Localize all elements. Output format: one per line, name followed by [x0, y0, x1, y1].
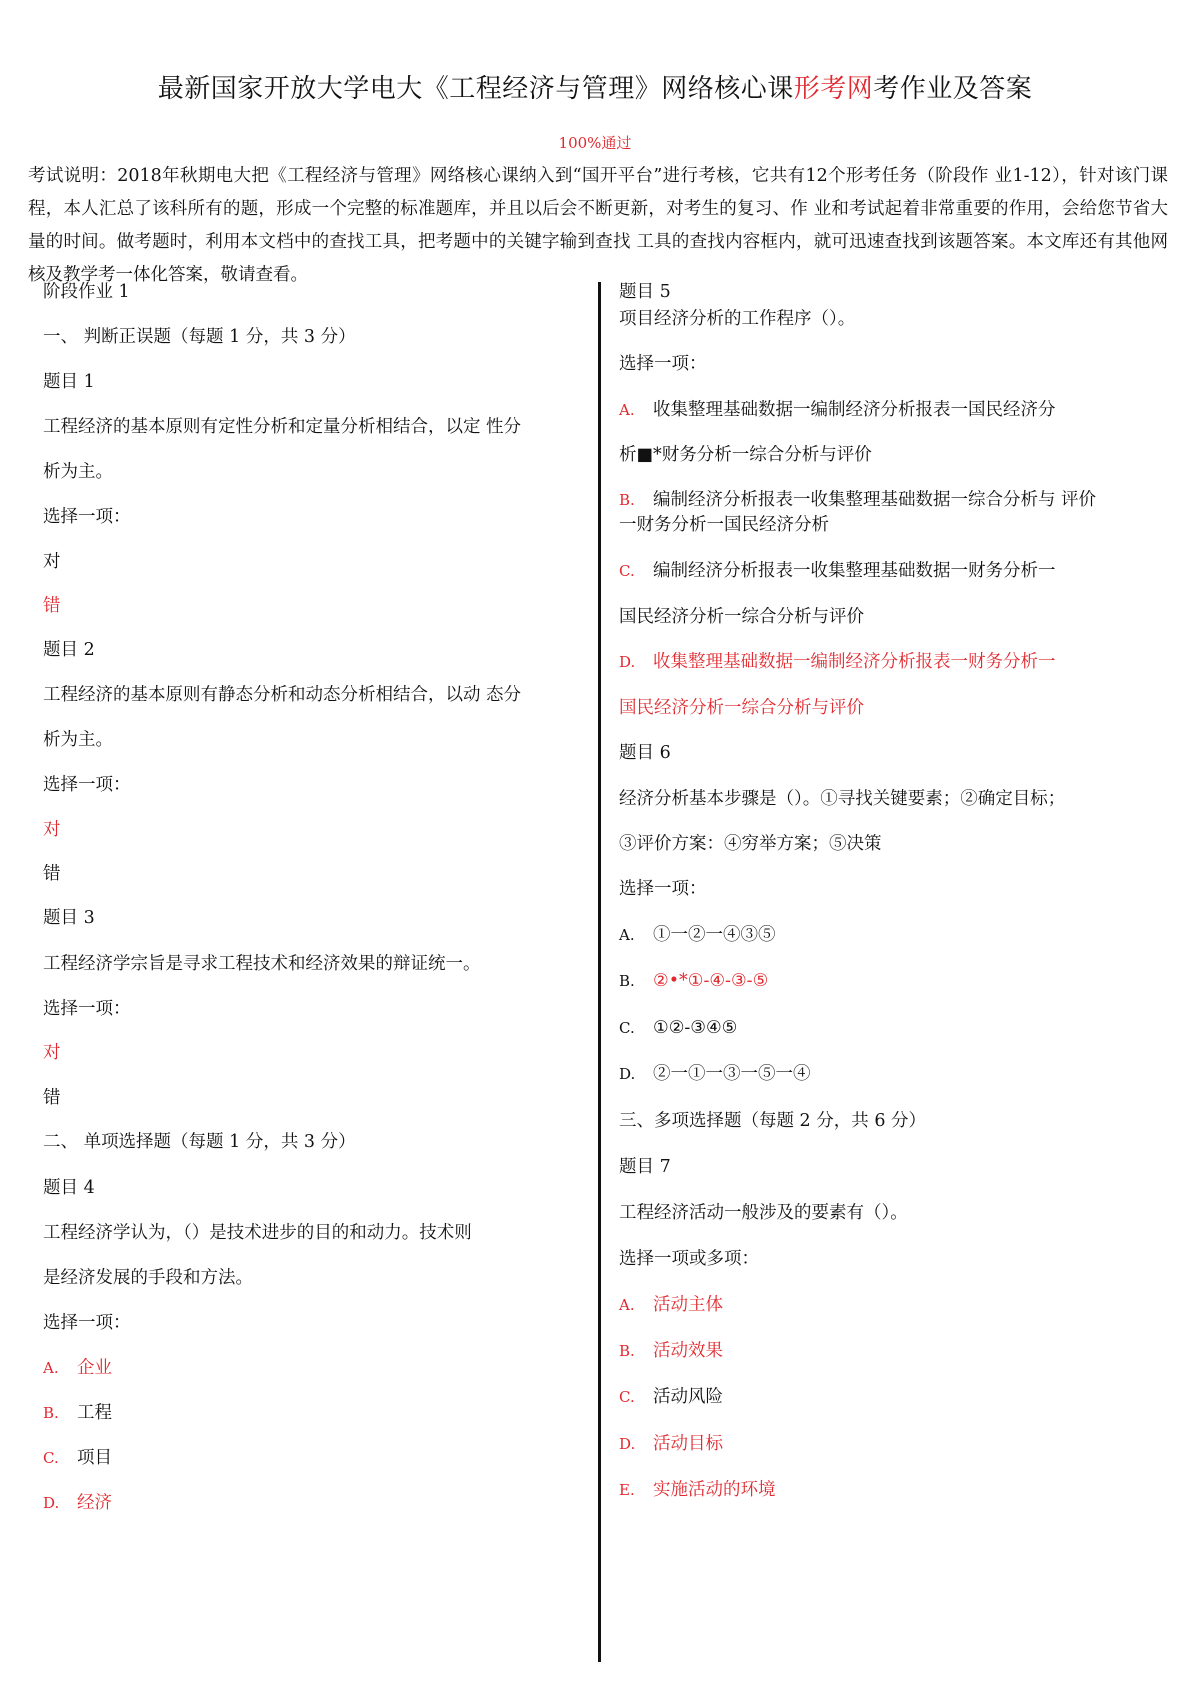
question-text: 工程经济的基本原则有定性分析和定量分析相结合，以定 性分	[43, 417, 522, 437]
choice-prompt: 选择一项：	[43, 775, 131, 795]
question-text: 工程经济的基本原则有静态分析和动态分析相结合，以动 态分	[43, 685, 522, 705]
answer-text: ②•*①-④-③-⑤	[653, 971, 769, 991]
title-part-2: 考作业及答案	[873, 74, 1033, 104]
question-label: 题目 6	[619, 743, 671, 763]
question-text: 经济分析基本步骤是（）。①寻找关键要素；②确定目标；	[619, 789, 1066, 809]
question-label: 题目 5	[619, 282, 671, 302]
option-item: A. ①一②一④③⑤	[619, 925, 776, 945]
question-text: ③评价方案：④穷举方案；⑤决策	[619, 834, 882, 854]
answer-continuation: 国民经济分析一综合分析与评价	[619, 698, 864, 718]
choice-prompt: 选择一项：	[43, 999, 131, 1019]
exam-instructions: 考试说明：2018年秋期电大把《工程经济与管理》网络核心课纳入到“国开平台”进行考核，它共有12个形考任务（阶段作 业1-12），针对该门课程，本人汇总了该科所有的题，形成一个完整的标准题库，并且以后会不断更新，对考生的复习、作 业和考试起着非常重要的作用，会给您节省大量的时间。做考题时，利用本文档中的查找工具，把考题中的关键字输到查找 工具的查找内容框内，就可迅速查找到该题答案。本文库还有其他网核及教学考一体化答案，敬请查看。	[28, 166, 1168, 285]
question-text: 工程经济活动一般涉及的要素有（）。	[619, 1203, 908, 1223]
option-item: C. 编制经济分析报表一收集整理基础数据一财务分析一	[619, 561, 1056, 581]
option-continuation: 析■*财务分析一综合分析与评价	[619, 445, 872, 465]
option-item: B. ②•*①-④-③-⑤	[619, 971, 769, 991]
answer-option: A. 企业	[43, 1358, 112, 1378]
answer-option: B. 活动效果	[619, 1341, 723, 1361]
question-text: 工程经济学认为，（）是技术进步的目的和动力。技术则	[43, 1223, 472, 1243]
question-text: 析为主。	[43, 462, 113, 482]
option-continuation: 国民经济分析一综合分析与评价	[619, 607, 864, 627]
choice-prompt: 选择一项：	[43, 1313, 131, 1333]
question-label: 题目 2	[43, 640, 95, 660]
pass-rate-note: 100%通过	[558, 134, 632, 152]
question-label: 题目 3	[43, 908, 95, 928]
answer-option: D. 收集整理基础数据一编制经济分析报表一财务分析一	[619, 652, 1056, 672]
option-continuation: 一财务分析一国民经济分析	[619, 515, 829, 535]
section-title: 阶段作业 1	[43, 282, 130, 302]
option-item: 对	[43, 552, 61, 572]
answer-option: 错	[43, 596, 61, 616]
answer-option: D. 经济	[43, 1493, 112, 1513]
document-title	[0, 68, 1190, 105]
question-text: 析为主。	[43, 730, 113, 750]
answer-option: D. 活动目标	[619, 1434, 723, 1454]
choice-prompt: 选择一项或多项：	[619, 1249, 759, 1269]
choice-prompt: 选择一项：	[619, 354, 707, 374]
choice-prompt: 选择一项：	[619, 879, 707, 899]
option-item: 错	[43, 864, 61, 884]
question-text: 项目经济分析的工作程序（）。	[619, 309, 856, 329]
answer-option: A. 活动主体	[619, 1295, 723, 1315]
answer-option: 对	[43, 1043, 61, 1063]
answer-option: E. 实施活动的环境	[619, 1480, 776, 1500]
title-part-1: 最新国家开放大学电大《工程经济与管理》网络核心课	[157, 74, 794, 104]
part-heading: 二、 单项选择题（每题 1 分，共 3 分）	[43, 1132, 356, 1152]
option-item: A. 收集整理基础数据一编制经济分析报表一国民经济分	[619, 400, 1056, 420]
question-label: 题目 4	[43, 1178, 95, 1198]
choice-prompt: 选择一项：	[43, 507, 131, 527]
option-item: C. 活动风险	[619, 1387, 723, 1407]
option-item: B. 工程	[43, 1403, 112, 1423]
column-divider	[598, 282, 601, 1662]
part-heading: 一、 判断正误题（每题 1 分，共 3 分）	[43, 327, 356, 347]
title-highlight: 形考网	[793, 74, 874, 104]
answer-option: 对	[43, 820, 61, 840]
question-label: 题目 7	[619, 1157, 671, 1177]
option-item: D. ②一①一③一⑤一④	[619, 1064, 811, 1084]
question-text: 是经济发展的手段和方法。	[43, 1268, 253, 1288]
question-label: 题目 1	[43, 372, 95, 392]
option-item: C. ①②-③④⑤	[619, 1018, 738, 1038]
part-heading: 三、多项选择题（每题 2 分，共 6 分）	[619, 1111, 927, 1131]
option-item: 错	[43, 1088, 61, 1108]
option-item: C. 项目	[43, 1448, 112, 1468]
option-item: B. 编制经济分析报表一收集整理基础数据一综合分析与 评价	[619, 490, 1097, 510]
question-text: 工程经济学宗旨是寻求工程技术和经济效果的辩证统一。	[43, 954, 481, 974]
